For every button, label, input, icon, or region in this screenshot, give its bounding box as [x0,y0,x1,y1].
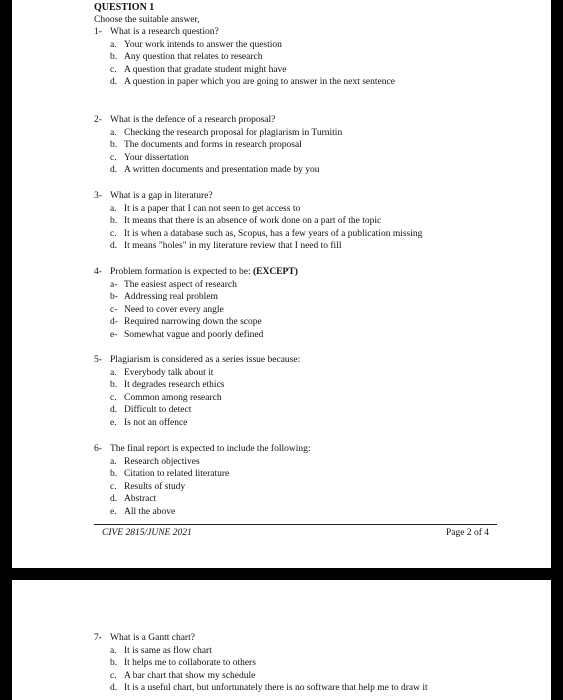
question-text: What is a gap in literature? [110,191,213,201]
option: c- Need to cover every angle [110,304,224,315]
question-1 [94,26,534,89]
option: c. It is when a database such as, Scopus, has a few years of a publication missing [110,228,423,239]
option: a. Checking the research proposal for plagiarism in Turnitin [110,127,343,138]
question-number: 2- [94,115,102,125]
page-number: Page 2 of 4 [446,528,490,538]
option: d. It is a useful chart, but unfortunately there is no software that help me to draw it [110,683,428,694]
footer-divider [94,524,497,525]
question-7 [94,632,534,695]
option: b. It helps me to collaborate to others [110,658,256,669]
question-number: 7- [94,633,102,643]
option: e- Somewhat vague and poorly defined [110,329,264,340]
option: d. Abstract [110,494,157,505]
option: b- Addressing real problem [110,292,218,303]
option: e. Is not an offence [110,417,188,428]
question-number: 1- [94,27,102,37]
course-code: CIVE 2815/JUNE 2021 [102,528,192,538]
question-3 [94,190,534,253]
question-text: What is the defence of a research proposal? [110,115,276,125]
option: a. Research objectives [110,456,200,467]
question-number: 3- [94,191,102,201]
option: b. It means that there is an absence of work done on a part of the topic [110,216,382,227]
except-label: (EXCEPT) [253,267,298,277]
question-number: 4- [94,267,102,277]
question-number: 6- [94,444,102,454]
option: a. It is same as flow chart [110,645,212,656]
option: b. The documents and forms in research proposal [110,140,302,151]
question-text: What is a Gantt chart? [110,633,195,643]
option: b. Any question that relates to research [110,52,263,63]
question-6 [94,443,534,518]
question-text: Problem formation is expected to be: (EXCEPT) [110,267,298,277]
exam-page-2 [12,580,551,700]
option: c. A question that gradate student might have [110,64,287,75]
exam-page-1 [12,0,551,568]
question-5 [94,354,534,429]
option: c. A bar chart that show my schedule [110,670,256,681]
instruction-text: Choose the suitable answer, [94,15,200,25]
question-number: 5- [94,355,102,365]
option: d. A question in paper which you are going to answer in the next sentence [110,77,395,88]
question-2 [94,114,534,177]
option: e. All the above [110,506,176,517]
option: d. It means "holes" in my literature review that I need to fill [110,241,342,252]
question-4 [94,266,534,341]
option: a. Your work intends to answer the question [110,39,282,50]
option: b. Citation to related literature [110,469,230,480]
question-heading: QUESTION 1 [94,2,155,13]
question-text: Plagiarism is considered as a series issue because: [110,355,301,365]
option: d. Difficult to detect [110,405,192,416]
option: c. Common among research [110,392,222,403]
option: a- The easiest aspect of research [110,279,237,290]
question-text: What is a research question? [110,27,219,37]
option: c. Results of study [110,481,186,492]
option: c. Your dissertation [110,152,189,163]
question-text: The final report is expected to include the following: [110,444,311,454]
option: b. It degrades research ethics [110,380,225,391]
option: a. Everybody talk about it [110,367,214,378]
option: d. A written documents and presentation made by you [110,165,320,176]
option: d- Required narrowing down the scope [110,317,262,328]
option: a. It is a paper that I can not seen to get access to [110,203,301,214]
